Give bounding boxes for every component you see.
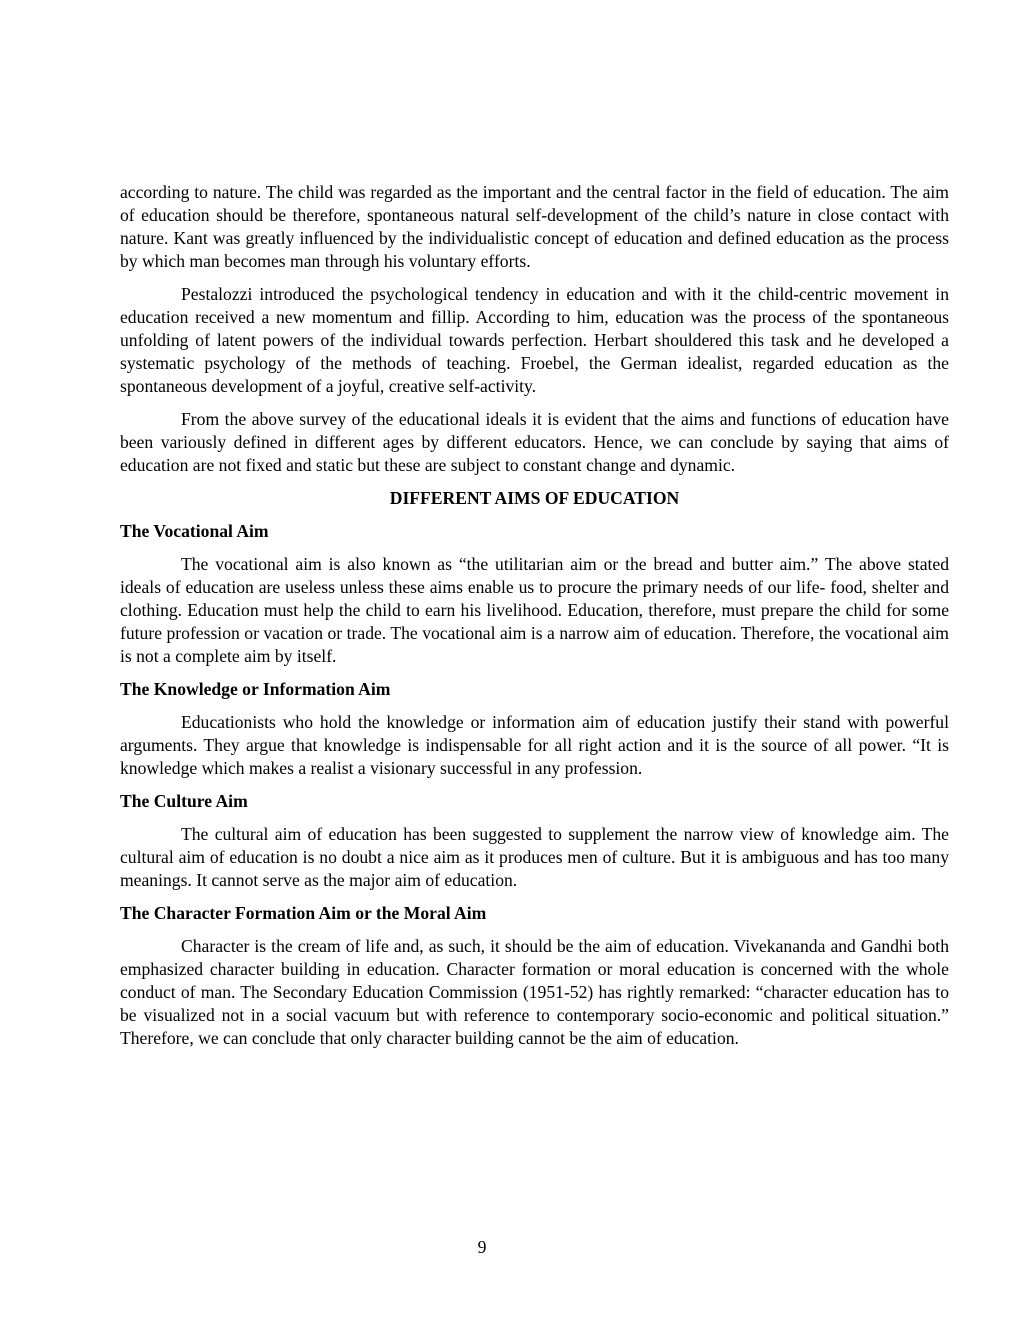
intro-paragraph-1: according to nature. The child was regarded as the important and the central factor in the field of education. The aim of education should be therefore, spontaneous natural self-development of the child’s nature in close contact with nature. Kant was greatly influenced by the individualistic concept of education and defined education as the process by which man becomes man through his voluntary efforts. xyxy=(120,182,949,271)
heading-character-aim: The Character Formation Aim or the Moral Aim xyxy=(120,903,487,923)
heading-vocational-aim: The Vocational Aim xyxy=(120,521,269,541)
intro-paragraph-3: From the above survey of the educational ideals it is evident that the aims and functions of education have been variously defined in different ages by different educators. Hence, we can conclude by saying that aims of education are not fixed and static but these are subject to constant change and dynamic. xyxy=(120,409,949,475)
page-number: 9 xyxy=(477,1237,487,1257)
section-title: DIFFERENT AIMS OF EDUCATION xyxy=(389,488,680,508)
culture-aim-paragraph: The cultural aim of education has been suggested to supplement the narrow view of knowledge aim. The cultural aim of education is no doubt a nice aim as it produces men of culture. But it is ambiguous and has too many meanings. It cannot serve as the major aim of education. xyxy=(120,824,949,890)
heading-knowledge-aim: The Knowledge or Information Aim xyxy=(120,679,391,699)
vocational-aim-paragraph: The vocational aim is also known as “the utilitarian aim or the bread and butter aim.” The above stated ideals of education are useless unless these aims enable us to procure the primary needs of our life- food, shelter and clothing. Education must help the child to earn his livelihood. Education, therefore, must prepare the child for some future profession or vacation or trade. The vocational aim is a narrow aim of education. Therefore, the vocational aim is not a complete aim by itself. xyxy=(120,554,949,666)
intro-paragraph-2: Pestalozzi introduced the psychological tendency in education and with it the child-centric movement in education received a new momentum and fillip. According to him, education was the process of the spontaneous unfolding of latent powers of the individual towards perfection. Herbart shouldered this task and he developed a systematic psychology of the methods of teaching. Froebel, the German idealist, regarded education as the spontaneous development of a joyful, creative self-activity. xyxy=(120,284,949,396)
page-content xyxy=(120,181,949,1060)
character-aim-paragraph: Character is the cream of life and, as such, it should be the aim of education. Vivekananda and Gandhi both emphasized character building in education. Character formation or moral education is concerned with the whole conduct of man. The Secondary Education Commission (1951-52) has rightly remarked: “character education has to be visualized not in a social vacuum but with reference to contemporary socio-economic and political situation.” Therefore, we can conclude that only character building cannot be the aim of education. xyxy=(120,936,949,1048)
knowledge-aim-paragraph: Educationists who hold the knowledge or information aim of education justify their stand with powerful arguments. They argue that knowledge is indispensable for all right action and it is the source of all power. “It is knowledge which makes a realist a visionary successful in any profession. xyxy=(120,712,949,778)
heading-culture-aim: The Culture Aim xyxy=(120,791,248,811)
